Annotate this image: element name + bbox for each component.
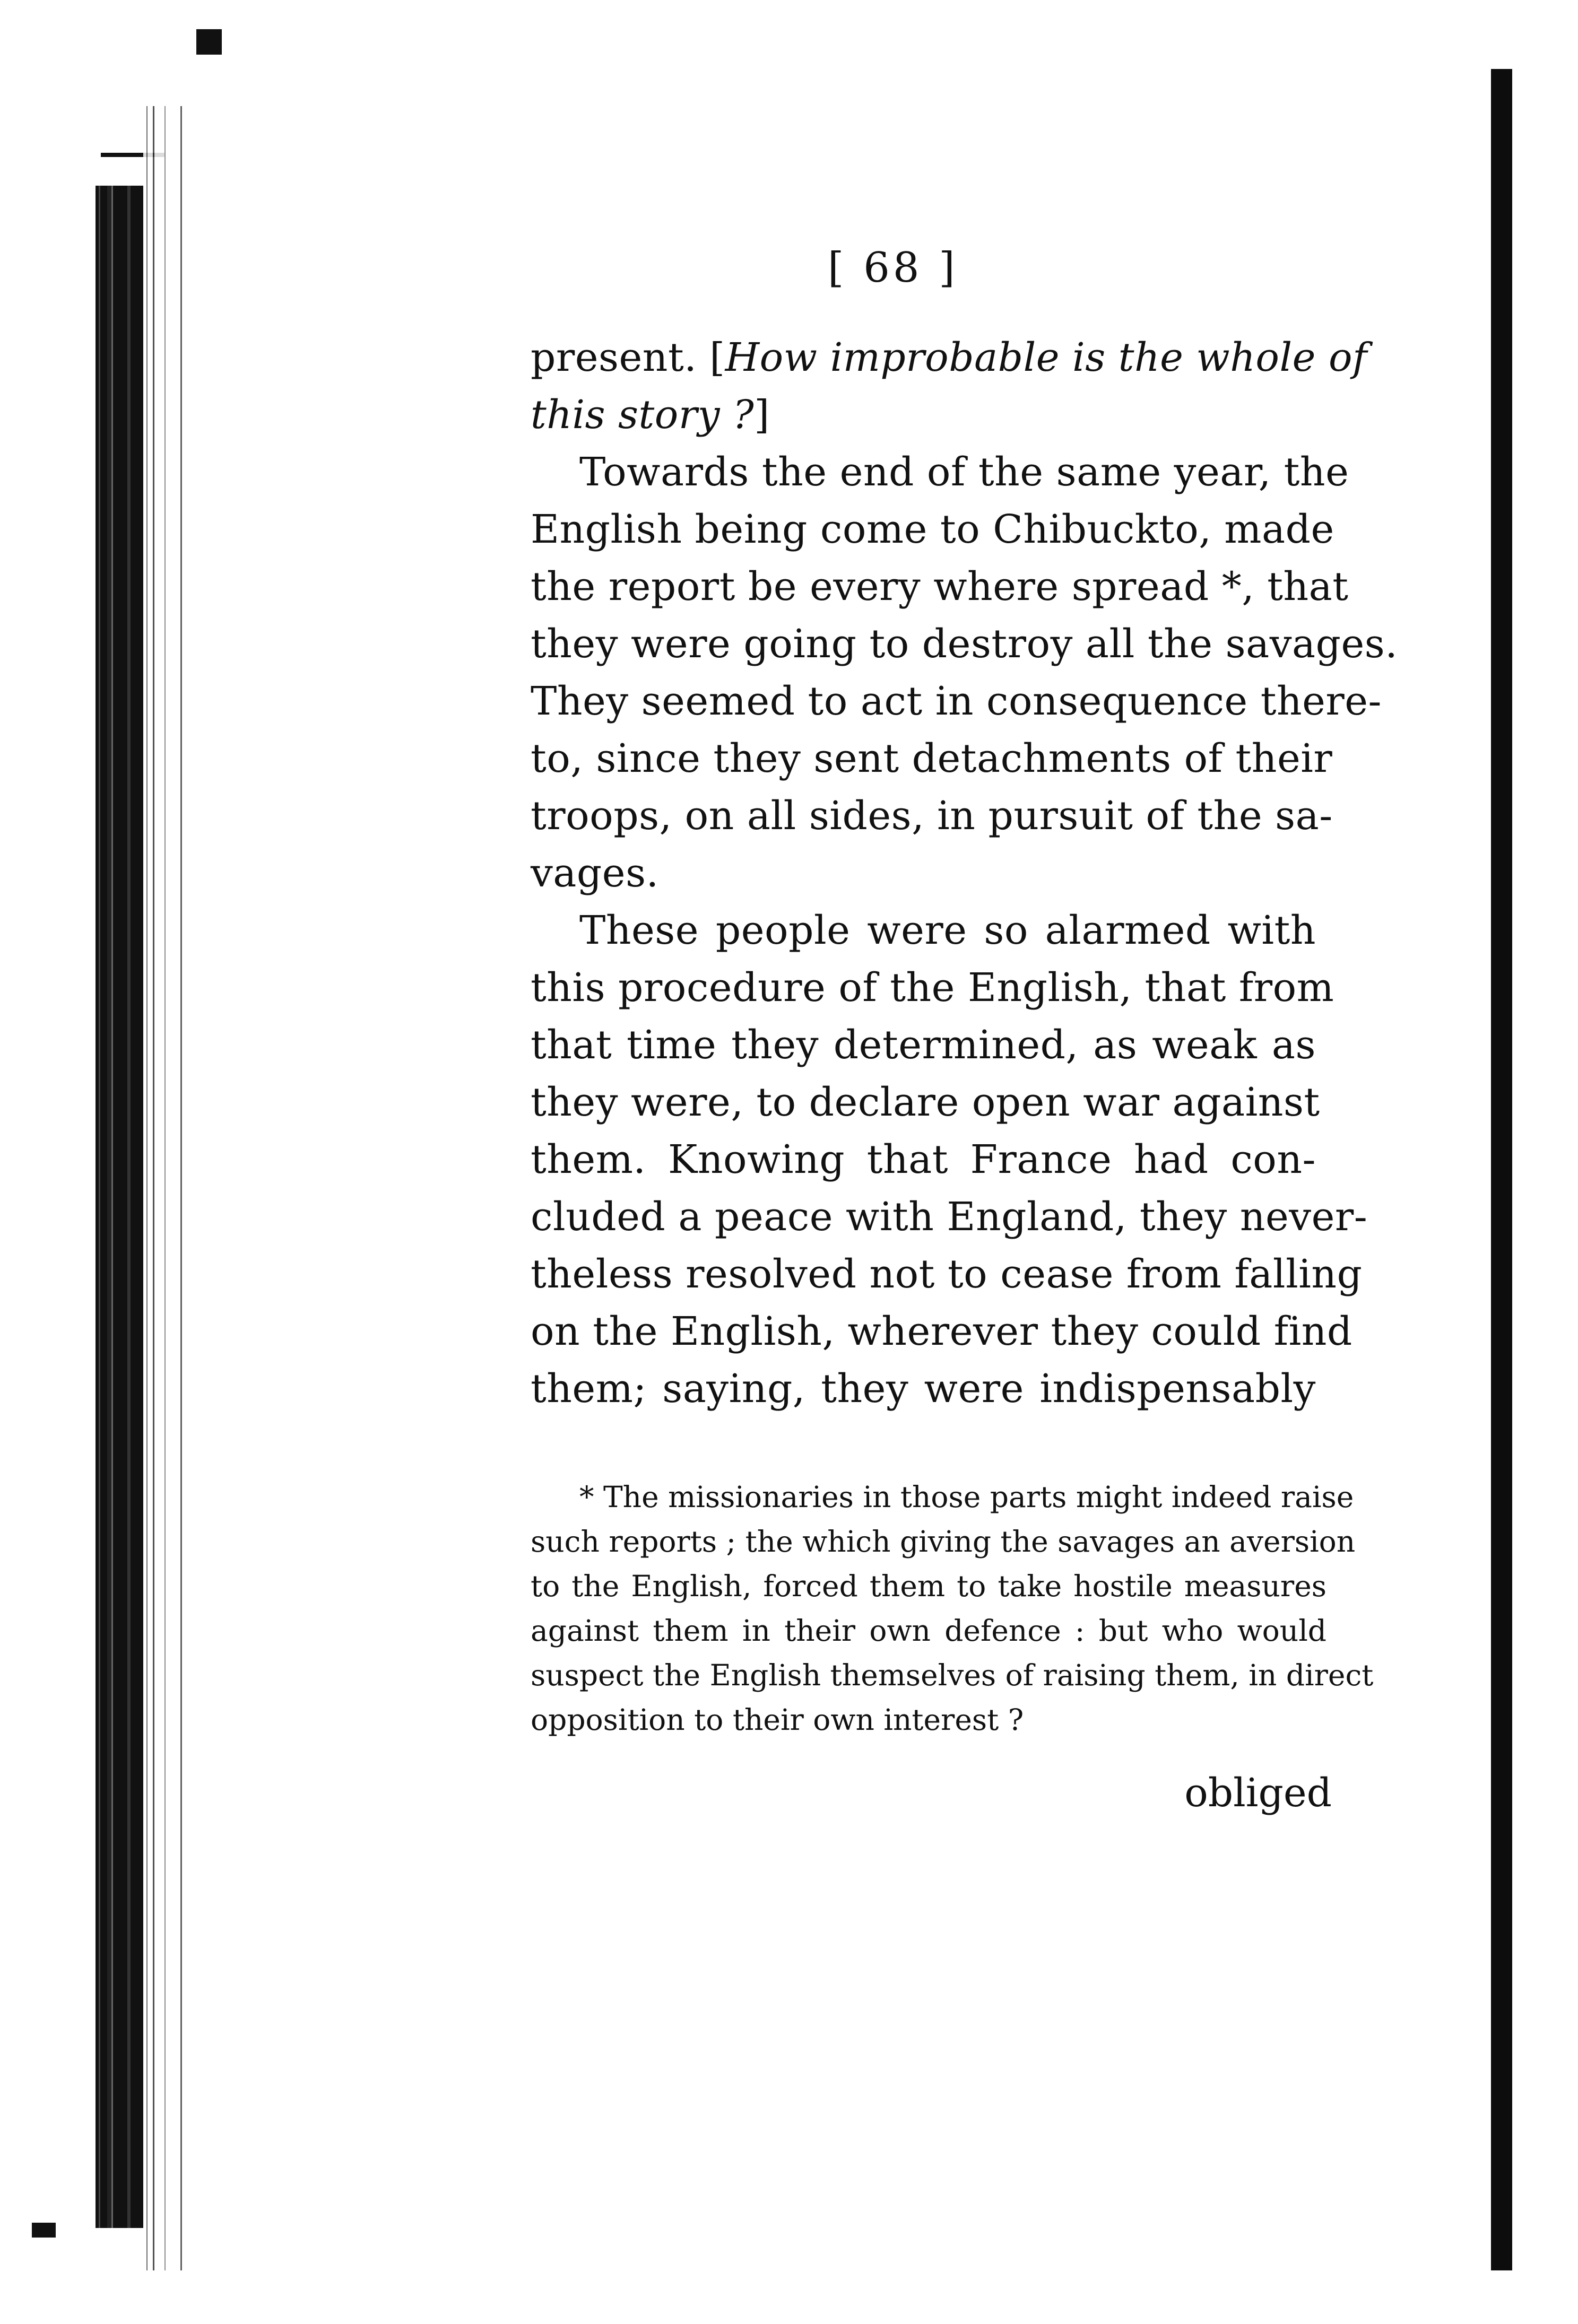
- text-line: troops, on all sides, in pursuit of the sa-: [531, 793, 1333, 839]
- footnote-line: to the English, forced them to take hostile measures: [531, 1569, 1326, 1603]
- scan-mark-bottom: [32, 2223, 56, 2238]
- text-line: this story ?]: [531, 392, 770, 438]
- text-line: this procedure of the English, that from: [531, 965, 1334, 1011]
- scan-mark: [196, 29, 222, 55]
- text-line: These people were so alarmed with: [579, 908, 1316, 953]
- text-line: on the English, wherever they could find: [531, 1309, 1352, 1354]
- footnote-line: suspect the English themselves of raising them, in direct: [531, 1658, 1374, 1692]
- text-line: They seemed to act in consequence there-: [531, 678, 1382, 724]
- text-line: theless resolved not to cease from falling: [531, 1251, 1363, 1297]
- footnote-line: * The missionaries in those parts might indeed raise: [579, 1480, 1354, 1514]
- footnote: [531, 1475, 1374, 1742]
- text-line: present. [How improbable is the whole of: [531, 335, 1367, 380]
- text-line: English being come to Chibuckto, made: [531, 507, 1334, 552]
- text-line: that time they determined, as weak as: [531, 1022, 1316, 1068]
- footnote-line: against them in their own defence : but who would: [531, 1614, 1326, 1648]
- page-edge-shadow: [1491, 69, 1512, 2270]
- text-line: them; saying, they were indispensably: [531, 1366, 1316, 1412]
- footnote-line: such reports ; the which giving the savages an aversion: [531, 1525, 1356, 1559]
- footnote-line: opposition to their own interest ?: [531, 1703, 1024, 1737]
- text-line: they were, to declare open war against: [531, 1080, 1320, 1125]
- book-gutter-edge: [143, 106, 194, 2270]
- text-line: Towards the end of the same year, the: [579, 449, 1349, 495]
- book-gutter-shadow: [96, 186, 143, 2228]
- text-line: vages.: [531, 850, 659, 896]
- text-line: them. Knowing that France had con-: [531, 1137, 1316, 1182]
- catchword: obliged: [1184, 1770, 1332, 1816]
- text-line: to, since they sent detachments of their: [531, 736, 1333, 781]
- text-line: cluded a peace with England, they never-: [531, 1194, 1368, 1240]
- page-number: [ 68 ]: [828, 244, 958, 292]
- body-text: [531, 329, 1398, 1417]
- text-line: they were going to destroy all the savages.: [531, 621, 1398, 667]
- text-line: the report be every where spread *, that: [531, 564, 1349, 610]
